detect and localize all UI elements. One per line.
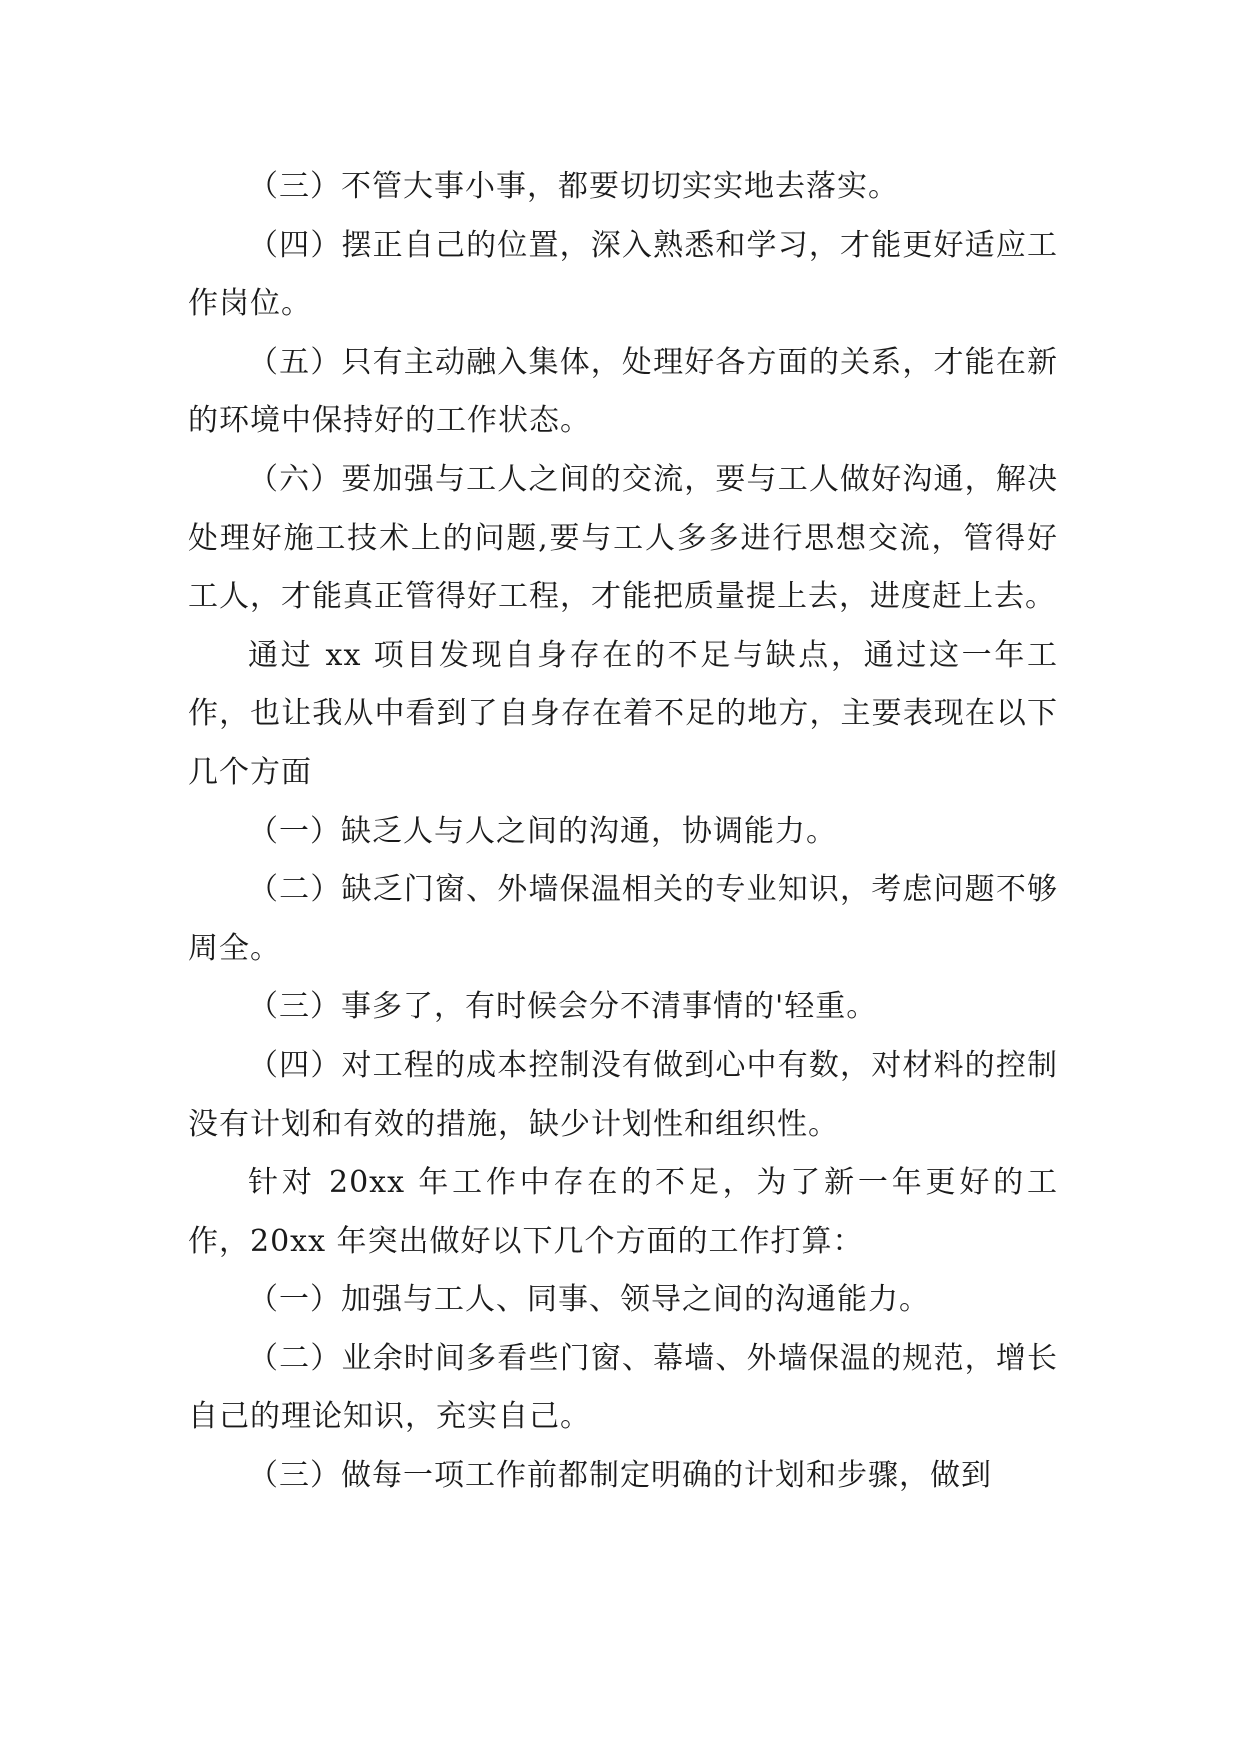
paragraph: （一）加强与工人、同事、领导之间的沟通能力。	[248, 1282, 930, 1318]
paragraph: （四）摆正自己的位置，深入熟悉和学习，才能更好适应工作岗位。	[188, 227, 1058, 322]
paragraph: （三）做每一项工作前都制定明确的计划和步骤，做到	[248, 1458, 992, 1494]
paragraph: （一）缺乏人与人之间的沟通，协调能力。	[248, 813, 837, 849]
paragraph: （二）缺乏门窗、外墙保温相关的专业知识，考虑问题不够周全。	[188, 872, 1058, 966]
paragraph: （三）事多了，有时候会分不清事情的'轻重。	[248, 989, 878, 1025]
paragraph: （六）要加强与工人之间的交流，要与工人做好沟通，解决处理好施工技术上的问题,要与工人多多进行思想交流，管得好工人，才能真正管得好工程，才能把质量提上去，进度赶上去。	[188, 461, 1058, 615]
paragraph: （三）不管大事小事，都要切切实实地去落实。	[248, 169, 899, 204]
paragraph: 通过 xx 项目发现自身存在的不足与缺点，通过这一年工作，也让我从中看到了自身存在着不足的地方，主要表现在以下几个方面	[188, 637, 1058, 790]
paragraph: （二）业余时间多看些门窗、幕墙、外墙保温的规范，增长自己的理论知识，充实自己。	[188, 1340, 1058, 1435]
paragraph: （五）只有主动融入集体，处理好各方面的关系，才能在新的环境中保持好的工作状态。	[188, 344, 1058, 439]
paragraph: （四）对工程的成本控制没有做到心中有数，对材料的控制没有计划和有效的措施，缺少计划性和组织性。	[188, 1047, 1058, 1142]
paragraph: 针对 20xx 年工作中存在的不足，为了新一年更好的工作，20xx 年突出做好以下几个方面的工作打算：	[188, 1165, 1058, 1259]
document-body	[188, 158, 1058, 1506]
